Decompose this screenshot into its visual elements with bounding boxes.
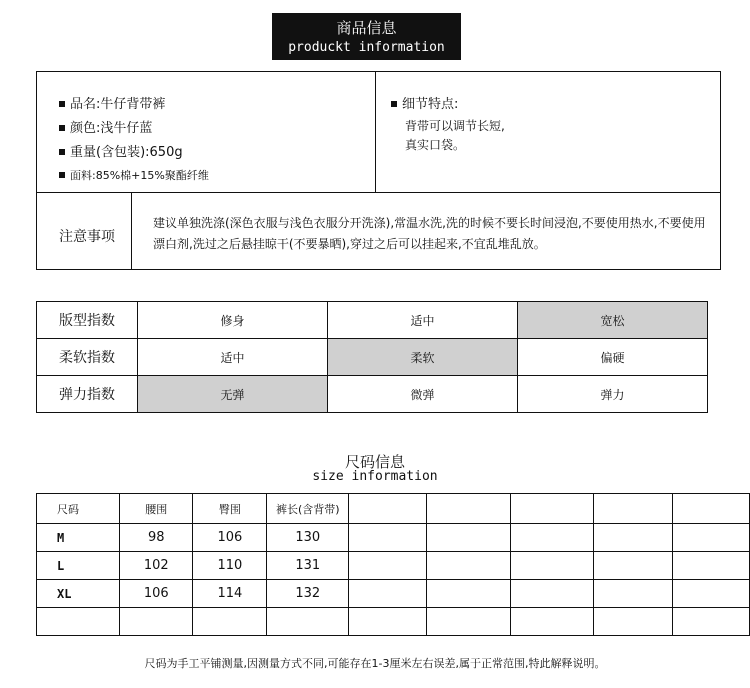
size-header-cell: 腰围 [120,494,193,524]
size-header-cell: 臀围 [193,494,267,524]
detail-title: 细节特点: [391,98,458,112]
size-cell: 98 [120,524,193,552]
bullet-square-icon [59,149,65,155]
bullet-square-icon [391,101,397,107]
size-cell [510,608,593,636]
size-cell: L [37,552,120,580]
index-row [37,302,708,339]
info-item-fabric: 面料:85%棉+15%聚酯纤维 [59,169,209,183]
size-cell [426,608,510,636]
size-header-cell [594,494,673,524]
size-title-cn: 尺码信息 [344,453,405,471]
size-cell [267,608,349,636]
section-title-cn: 商品信息 [336,19,397,37]
size-header-row [37,494,750,524]
section-title-product-info [272,13,461,60]
info-item-weight: 重量(含包装):650g [59,146,183,160]
size-cell [426,552,510,580]
index-option: 偏硬 [518,339,708,376]
index-row [37,339,708,376]
size-cell [349,524,426,552]
size-header-cell [426,494,510,524]
size-cell [594,580,673,608]
size-cell: 106 [193,524,267,552]
index-option: 弹力 [518,376,708,413]
size-cell: 114 [193,580,267,608]
size-cell [349,608,426,636]
divider [131,192,132,270]
size-cell [510,552,593,580]
detail-line: 真实口袋。 [405,138,466,152]
size-header-cell: 裤长(含背带) [267,494,349,524]
care-title: 注意事项 [59,229,115,245]
size-header-cell: 尺码 [37,494,120,524]
size-cell [673,524,750,552]
size-cell [426,524,510,552]
size-cell [426,580,510,608]
size-cell: 132 [267,580,349,608]
size-cell [673,580,750,608]
size-cell [510,580,593,608]
size-row [37,580,750,608]
info-item-name: 品名:牛仔背带裤 [59,98,165,112]
size-cell [193,608,267,636]
size-cell: 102 [120,552,193,580]
size-cell [673,552,750,580]
bullet-square-icon [59,101,65,107]
index-option-selected: 无弹 [138,376,328,413]
bullet-square-icon [59,125,65,131]
care-text: 建议单独洗涤(深色衣服与浅色衣服分开洗涤),常温水洗,洗的时候不要长时间浸泡,不要使用热水,不要使用漂白剂,洗过之后悬挂晾干(不要暴晒),穿过之后可以挂起来,不宜乱堆乱放。 [153,216,706,251]
footer-note: 尺码为手工平铺测量,因测量方式不同,可能存在1-3厘米左右误差,属于正常范围,特此解释说明。 [144,657,606,670]
index-row-label: 柔软指数 [37,339,138,376]
size-cell [510,524,593,552]
index-row-label: 版型指数 [37,302,138,339]
size-cell [37,608,120,636]
size-cell [349,580,426,608]
size-row [37,552,750,580]
index-option: 适中 [328,302,518,339]
section-title-en: produckt information [288,40,445,55]
size-cell: 106 [120,580,193,608]
size-cell [594,608,673,636]
size-title-en: size information [312,469,438,484]
detail-line: 背带可以调节长短, [405,119,505,133]
size-header-cell [673,494,750,524]
size-cell [120,608,193,636]
index-table [36,301,708,413]
size-cell [673,608,750,636]
size-cell: 131 [267,552,349,580]
size-cell [594,524,673,552]
index-option: 微弹 [328,376,518,413]
size-cell: 110 [193,552,267,580]
index-option: 修身 [138,302,328,339]
size-header-cell [349,494,426,524]
size-cell: M [37,524,120,552]
index-row [37,376,708,413]
bullet-square-icon [59,172,65,178]
size-table [36,493,750,636]
index-option-selected: 宽松 [518,302,708,339]
size-header-cell [510,494,593,524]
product-info-box [36,71,721,270]
divider [37,192,720,193]
size-row [37,524,750,552]
index-row-label: 弹力指数 [37,376,138,413]
size-cell [349,552,426,580]
size-cell [594,552,673,580]
divider [375,72,376,193]
index-option: 适中 [138,339,328,376]
size-cell: 130 [267,524,349,552]
info-item-color: 颜色:浅牛仔蓝 [59,122,152,136]
size-cell: XL [37,580,120,608]
size-row [37,608,750,636]
index-option-selected: 柔软 [328,339,518,376]
